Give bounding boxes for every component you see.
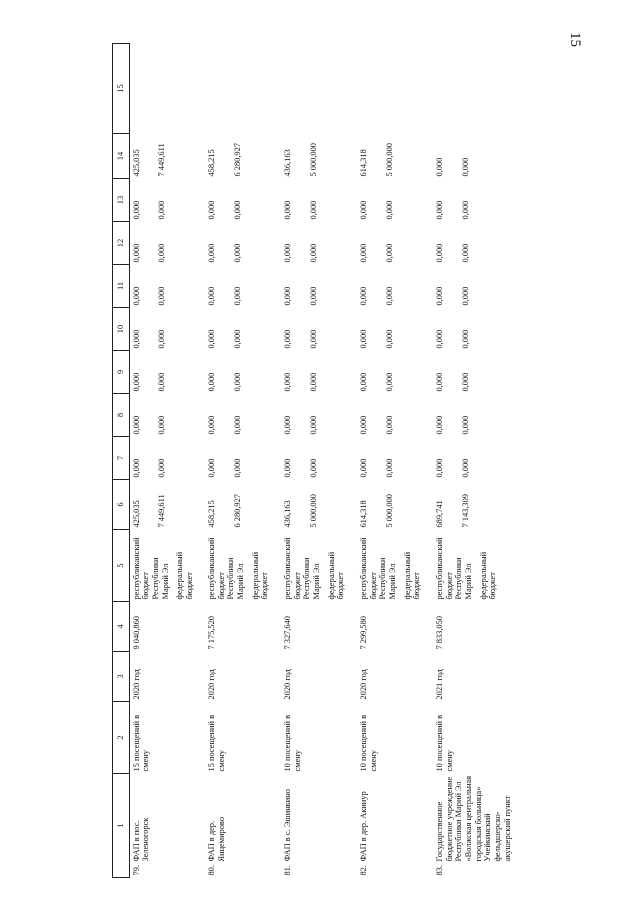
amount-cell-c10 <box>433 351 531 394</box>
capacity-cell <box>357 702 433 774</box>
object-name-wrapper <box>359 776 369 876</box>
amount-value: 0,000 <box>131 243 141 263</box>
row-number: 83. <box>435 865 445 876</box>
object-name: ФАП в дер. Янцемирово <box>207 816 226 862</box>
amount-value: 436,163 <box>283 149 293 177</box>
object-name: ФАП в дер. Акинур <box>359 791 369 862</box>
amount-cell-c15 <box>357 134 433 179</box>
amount-value: 0,000 <box>207 286 217 306</box>
amount-value: 7 449,611 <box>157 494 167 528</box>
amount-value: 0,000 <box>283 329 293 349</box>
amount-value: 0,000 <box>359 415 369 435</box>
year-cell <box>281 652 357 702</box>
amount-value: 614,318 <box>359 149 369 177</box>
year: 2021 год <box>435 669 445 700</box>
amount-value: 0,000 <box>308 329 318 349</box>
amount-cell-c14 <box>129 179 205 222</box>
amount-value: 0,000 <box>308 243 318 263</box>
amount-value: 0,000 <box>435 458 445 478</box>
amount-cell-c9 <box>433 394 531 437</box>
amount-value: 0,000 <box>207 458 217 478</box>
amount-value: 0,000 <box>283 458 293 478</box>
amount-cell-c7 <box>357 480 433 530</box>
table-row <box>357 44 433 878</box>
amount-value: 0,000 <box>435 415 445 435</box>
object-name-wrapper <box>283 776 293 876</box>
cost-cell <box>433 602 531 652</box>
year: 2020 год <box>131 669 141 700</box>
object-name: ФАП в пос. Зеленогорск <box>131 817 151 862</box>
amount-value: 0,000 <box>232 200 242 220</box>
amount-cell-c13 <box>433 222 531 265</box>
amount-cell-c8 <box>433 437 531 480</box>
cost-cell <box>129 602 205 652</box>
amount-cell-c14 <box>205 179 281 222</box>
funding-source-cell <box>129 530 205 602</box>
row-number: 80. <box>207 865 217 876</box>
funding-source-cell <box>205 530 281 602</box>
cost-cell <box>281 602 357 652</box>
amount-value: 0,000 <box>157 200 167 220</box>
amount-cell-c13 <box>205 222 281 265</box>
amount-value: 0,000 <box>460 415 470 435</box>
amount-value: 0,000 <box>460 458 470 478</box>
column-header-2: 2 <box>113 702 130 774</box>
funding-source-cell <box>357 530 433 602</box>
amount-value: 458,215 <box>207 149 217 177</box>
funding-source-label: республиканский бюджет Республики Марий Эл <box>207 537 246 600</box>
object-name-wrapper <box>435 776 512 876</box>
object-name-cell <box>281 774 357 878</box>
amount-value: 0,000 <box>460 157 470 177</box>
amount-value: 425,035 <box>131 149 141 177</box>
object-name-cell <box>357 774 433 878</box>
amount-cell-c11 <box>433 308 531 351</box>
amount-cell-c9 <box>281 394 357 437</box>
table-row <box>433 44 531 878</box>
capacity: 10 посещений в смену <box>359 714 378 772</box>
amount-value: 6 280,927 <box>232 494 242 528</box>
page-number: 15 <box>567 32 583 47</box>
column-header-1: 1 <box>113 774 130 878</box>
row-number: 82. <box>359 865 369 876</box>
funding-source-label: федеральный бюджет <box>326 551 346 600</box>
amount-value: 0,000 <box>435 372 445 392</box>
amount-value: 425,035 <box>131 500 141 528</box>
amount-value: 5 000,000 <box>384 143 394 177</box>
amount-value: 0,000 <box>384 200 394 220</box>
amount-cell-c15 <box>433 134 531 179</box>
funding-source-label: республиканский бюджет Республики Марий Эл <box>435 537 474 600</box>
amount-value: 0,000 <box>157 372 167 392</box>
column-header-7: 7 <box>113 437 130 480</box>
amount-value: 458,215 <box>207 500 217 528</box>
amount-value: 0,000 <box>157 415 167 435</box>
amount-cell-c13 <box>129 222 205 265</box>
capacity: 15 посещений в смену <box>131 714 151 772</box>
amount-value: 0,000 <box>207 415 217 435</box>
amount-value: 7 143,309 <box>460 494 470 528</box>
year: 2020 год <box>207 669 217 700</box>
amount-value: 0,000 <box>384 329 394 349</box>
object-name-cell <box>205 774 281 878</box>
column-header-13: 13 <box>113 179 130 222</box>
amount-cell-c14 <box>357 179 433 222</box>
capacity: 15 посещений в смену <box>207 714 226 772</box>
amount-value: 0,000 <box>384 243 394 263</box>
amount-value: 0,000 <box>131 372 141 392</box>
column-header-9: 9 <box>113 351 130 394</box>
amount-value: 5 000,000 <box>308 494 318 528</box>
column-header-10: 10 <box>113 308 130 351</box>
amount-value: 0,000 <box>460 243 470 263</box>
amount-value: 0,000 <box>157 243 167 263</box>
table-row <box>129 44 205 878</box>
funding-source-label: федеральный бюджет <box>175 551 194 600</box>
amount-cell-c10 <box>129 351 205 394</box>
column-header-8: 8 <box>113 394 130 437</box>
column-header-11: 11 <box>113 265 130 308</box>
amount-value: 5 000,000 <box>308 143 318 177</box>
amount-value: 0,000 <box>207 200 217 220</box>
amount-value: 0,000 <box>359 329 369 349</box>
amount-cell-c14 <box>433 179 531 222</box>
object-name: Государственное бюджетное учреждение Республики Марий Эл «Волжская центральная городская больница» Учейкинский фельдшерско-акушерский пункт <box>435 776 512 862</box>
funding-source-label: федеральный бюджет <box>250 551 270 600</box>
column-header-3: 3 <box>113 652 130 702</box>
amount-value: 7 449,611 <box>157 143 167 177</box>
funding-source-label: федеральный бюджет <box>478 551 498 600</box>
column-header-12: 12 <box>113 222 130 265</box>
row-number: 81. <box>283 865 293 876</box>
column-header-15: 15 <box>113 44 130 134</box>
amount-value: 0,000 <box>359 458 369 478</box>
table-row <box>205 44 281 878</box>
funding-source-label: республиканский бюджет Республики Марий Эл <box>359 537 398 600</box>
amount-value: 0,000 <box>435 286 445 306</box>
amount-cell-c9 <box>129 394 205 437</box>
rotated-table-container <box>112 44 530 878</box>
amount-cell-c7 <box>205 480 281 530</box>
amount-value: 0,000 <box>359 286 369 306</box>
capacity-cell <box>129 702 205 774</box>
amount-value: 0,000 <box>384 372 394 392</box>
amount-value: 0,000 <box>359 200 369 220</box>
amount-value: 0,000 <box>207 329 217 349</box>
amount-value: 0,000 <box>232 329 242 349</box>
amount-value: 0,000 <box>384 458 394 478</box>
amount-cell-c11 <box>357 308 433 351</box>
amount-value: 0,000 <box>359 372 369 392</box>
amount-value: 0,000 <box>435 243 445 263</box>
amount-cell-c10 <box>281 351 357 394</box>
amount-value: 0,000 <box>283 415 293 435</box>
cost-cell <box>205 602 281 652</box>
column-header-14: 14 <box>113 134 130 179</box>
year: 2020 год <box>283 669 293 700</box>
year: 2020 год <box>359 669 369 700</box>
year-cell <box>357 652 433 702</box>
capacity: 10 посещений в смену <box>435 714 454 772</box>
amount-value: 0,000 <box>131 200 141 220</box>
amount-cell-c8 <box>129 437 205 480</box>
amount-value: 0,000 <box>131 415 141 435</box>
amount-value: 0,000 <box>131 458 141 478</box>
amount-value: 0,000 <box>157 458 167 478</box>
column-header-5: 5 <box>113 530 130 602</box>
table-row <box>281 44 357 878</box>
column-header-4: 4 <box>113 602 130 652</box>
capacity-cell <box>205 702 281 774</box>
object-name-cell <box>433 774 531 878</box>
capacity: 10 посещений в смену <box>283 714 302 772</box>
amount-cell-c8 <box>281 437 357 480</box>
amount-cell-c15 <box>281 134 357 179</box>
amount-cell-c13 <box>281 222 357 265</box>
funding-source-label: республиканский бюджет Республики Марий Эл <box>283 537 322 600</box>
amount-value: 0,000 <box>384 415 394 435</box>
object-name-wrapper <box>207 776 226 876</box>
amount-value: 0,000 <box>460 286 470 306</box>
estimated-cost: 7 327,640 <box>283 616 293 650</box>
amount-cell-c10 <box>357 351 433 394</box>
amount-value: 0,000 <box>460 372 470 392</box>
amount-value: 0,000 <box>283 286 293 306</box>
amount-value: 0,000 <box>131 286 141 306</box>
amount-value: 0,000 <box>308 286 318 306</box>
amount-value: 0,000 <box>460 200 470 220</box>
amount-cell-c12 <box>205 265 281 308</box>
amount-value: 0,000 <box>384 286 394 306</box>
amount-cell-c15 <box>129 134 205 179</box>
amount-cell-c12 <box>281 265 357 308</box>
amount-value: 0,000 <box>283 372 293 392</box>
amount-cell-c14 <box>281 179 357 222</box>
amount-value: 0,000 <box>232 458 242 478</box>
amount-cell-c13 <box>357 222 433 265</box>
header-row <box>113 44 130 878</box>
amount-cell-c11 <box>129 308 205 351</box>
amount-cell-c12 <box>357 265 433 308</box>
amount-value: 614,318 <box>359 500 369 528</box>
amount-value: 0,000 <box>308 200 318 220</box>
amount-value: 0,000 <box>435 329 445 349</box>
amount-cell-c11 <box>205 308 281 351</box>
amount-value: 0,000 <box>232 286 242 306</box>
amount-value: 0,000 <box>308 372 318 392</box>
cost-cell <box>357 602 433 652</box>
amount-value: 0,000 <box>232 243 242 263</box>
amount-value: 0,000 <box>435 157 445 177</box>
amount-value: 0,000 <box>435 200 445 220</box>
estimated-cost: 7 299,580 <box>359 616 369 650</box>
amount-value: 0,000 <box>232 372 242 392</box>
funding-source-cell <box>433 530 531 602</box>
estimated-cost: 7 175,520 <box>207 616 217 650</box>
capacity-cell <box>281 702 357 774</box>
column-header-6: 6 <box>113 480 130 530</box>
amount-cell-c15 <box>205 134 281 179</box>
object-name-wrapper <box>132 776 151 876</box>
year-cell <box>433 652 531 702</box>
row-number: 79. <box>131 865 141 876</box>
amount-cell-c12 <box>433 265 531 308</box>
amount-value: 5 000,000 <box>384 494 394 528</box>
amount-value: 436,163 <box>283 500 293 528</box>
amount-value: 6 280,927 <box>232 143 242 177</box>
amount-cell-c11 <box>281 308 357 351</box>
amount-value: 0,000 <box>359 243 369 263</box>
budget-table <box>112 43 531 878</box>
amount-cell-c8 <box>205 437 281 480</box>
object-name: ФАП в с. Эшинкино <box>283 789 293 862</box>
amount-value: 0,000 <box>283 243 293 263</box>
amount-value: 0,000 <box>308 458 318 478</box>
amount-value: 0,000 <box>157 286 167 306</box>
amount-value: 0,000 <box>283 200 293 220</box>
amount-cell-c8 <box>357 437 433 480</box>
funding-source-label: федеральный бюджет <box>402 551 422 600</box>
amount-cell-c9 <box>205 394 281 437</box>
amount-cell-c10 <box>205 351 281 394</box>
amount-value: 0,000 <box>157 329 167 349</box>
funding-source-label: республиканский бюджет Республики Марий Эл <box>131 537 170 600</box>
amount-value: 689,741 <box>435 500 445 528</box>
amount-cell-c7 <box>281 480 357 530</box>
amount-value: 0,000 <box>131 329 141 349</box>
amount-cell-c12 <box>129 265 205 308</box>
amount-value: 0,000 <box>207 372 217 392</box>
amount-cell-c9 <box>357 394 433 437</box>
amount-cell-c7 <box>433 480 531 530</box>
funding-source-cell <box>281 530 357 602</box>
amount-value: 0,000 <box>232 415 242 435</box>
amount-value: 0,000 <box>460 329 470 349</box>
year-cell <box>205 652 281 702</box>
estimated-cost: 7 833,050 <box>435 616 445 650</box>
estimated-cost: 9 040,860 <box>131 616 141 650</box>
year-cell <box>129 652 205 702</box>
amount-value: 0,000 <box>308 415 318 435</box>
capacity-cell <box>433 702 531 774</box>
amount-value: 0,000 <box>207 243 217 263</box>
object-name-cell <box>129 774 205 878</box>
amount-cell-c7 <box>129 480 205 530</box>
